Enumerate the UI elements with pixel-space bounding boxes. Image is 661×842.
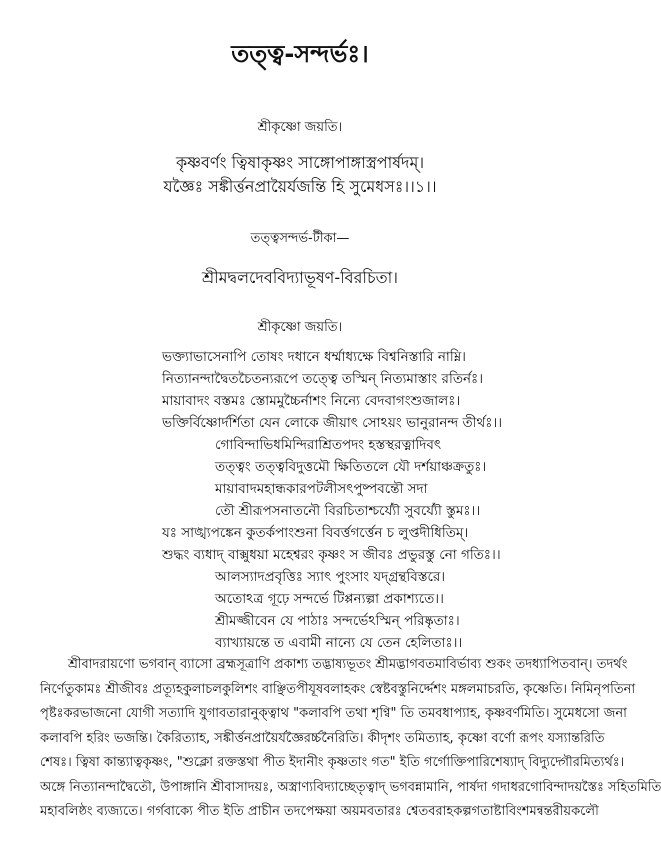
verse-line: শুদ্ধং ব্যধাদ্ বাক্সুধয়া মহেশ্বরং কৃষ্ণং স জীবঃ প্রভুরস্তু নো গতিঃ।। [162, 547, 501, 563]
commentary-line: শ্রীবাদরায়ণো ভগবান্ ব্যাসো ব্রহ্মসূত্রাণি প্রকাশ্য তদ্ভাষ্যভূতং শ্রীমদ্ভাগবতমাবির্ভাব্য শুকং তদধ্যাপিতবান্। তদর্থং [68, 657, 628, 672]
commentary-line: কলাবপি হরিং ভজন্তি। কৈরিত্যাহ, সঙ্কীর্ত্তনপ্রায়ৈর্যজ্ঞৈরর্চ্চনৈরিতি। কীদৃশং তমিত্যাহ, কৃষ্ণো বর্ণো রূপং যস্যান্তরিতি [40, 730, 605, 746]
verse-line: মায়াবাদং বস্তমঃ স্তোমমুচ্চৈর্নাশং নিন্যে বেদবাগংশুজালঃ। [162, 393, 461, 409]
verse-line: ভক্ত্যাভাসেনাপি তোষং দধানে ধর্ম্মাধ্যক্ষে বিশ্বনিস্তারি নাম্নি। [162, 349, 466, 365]
tika-heading: তত্ত্বসন্দর্ভ-টীকা— [250, 231, 350, 246]
verse-line: মায়াবাদমহান্ধকারপটলীসৎপুষ্পবন্তৌ সদা [215, 481, 428, 497]
invocation: শ্রীকৃষ্ণো জয়তি। [257, 320, 343, 335]
verse-line: তৌ শ্রীরূপসনাতনৌ বিরচিতাশ্চর্য্যৌ সুবর্য্যৌ স্তুমঃ।। [215, 503, 481, 519]
commentary-line: পৃষ্টঃকরভাজনো যোগী সত্যাদি যুগাবতারানুক্ত্বাথ "কলাবপি তথা শৃণ্বি" তি তমবধাপ্যাহ, কৃষ্ণবর্ণমিতি। সুমেধসো জনা [40, 706, 627, 721]
verse-line: নিত্যানন্দাদ্বৈতচৈতন্যরূপে তত্ত্বে তস্মিন্ নিত্যমাস্তাং রতির্নঃ। [162, 371, 484, 387]
verse-line: আলস্যাদপ্রবৃত্তিঃ স্যাৎ পুংসাং যদ্গ্রন্থবিস্তরে। [215, 569, 446, 585]
commentary-line: নির্ণেতুকামঃ শ্রীজীবঃ প্রত্যূহকুলাচলকুলিশং বাঞ্ছিতপীযূষবলাহকং স্বেষ্টবস্তুনির্দ্দেশং মঙ্গলমাচরতি, কৃষ্ণেতি। নিমিনৃপতিনা [40, 681, 636, 697]
commentary-line: অঙ্গে নিত্যানন্দাদ্বৈতৌ, উপাঙ্গানি শ্রীবাসাদয়ঃ, অস্ত্রাণ্যবিদ্যাচ্ছেতৃত্বাদ্ ভগবন্নামানি, পার্ষদা গদাধরগোবিন্দাদয়স্তৈঃ সহিতমিতি [40, 779, 661, 795]
verse-line: গোবিন্দাভিধমিন্দিরাশ্রিতপদং হস্তস্থরত্নাদিবৎ [215, 437, 442, 453]
verse-line: ভক্তির্বিষ্ণোর্দর্শিতা যেন লোকে জীয়াৎ সোঽয়ং ভানুরানন্দ তীর্থঃ।। [162, 415, 503, 431]
verse-line: তত্ত্বং তত্ত্ববিদুত্তমৌ ক্ষিতিতলে যৌ দর্শয়াঞ্চক্রতুঃ। [215, 459, 487, 475]
author-line: শ্রীমদ্বলদেববিদ্যাভূষণ-বিরচিতা। [202, 268, 398, 287]
mula-verse-line: কৃষ্ণবর্ণং ত্বিষাকৃষ্ণং সাঙ্গোপাঙ্গাস্ত্রপার্ষদম্। [175, 153, 425, 172]
verse-line: অতোঽত্র গূঢ়ে সন্দর্ভে টিপ্পন্যল্পা প্রকাশ্যতে।। [215, 591, 444, 607]
verse-line: যঃ সাঙ্খ্যপঙ্কেন কুতর্কপাংশুনা বিবর্ত্তগর্ত্তেন চ লুপ্তদীধিতিম্। [162, 525, 469, 541]
mula-verse-line: যজ্ঞৈঃ সঙ্কীর্ত্তনপ্রায়ৈর্যজন্তি হি সুমেধসঃ।।১।। [163, 177, 437, 196]
verse-line: শ্রীমজ্জীবেন যে পাঠাঃ সন্দর্ভেঽস্মিন্ পরিষ্কৃতাঃ। [215, 613, 460, 629]
page-title: তত্ত্ব-সন্দর্ভঃ। [231, 40, 369, 68]
verse-line: ব্যাখ্যায়ন্তে ত এবামী নান্যে যে তেন হেলিতাঃ।। [215, 635, 463, 651]
commentary-line: শেষঃ। ত্বিষা কান্ত্যাত্বকৃষ্ণং, "শুক্লো রক্তস্তথা পীত ইদানীং কৃষ্ণতাং গত" ইতি গর্গোক্তিপারিশেষ্যাদ্ বিদ্যুদ্গৌরমিত্যর্থঃ। [40, 755, 625, 770]
invocation: শ্রীকৃষ্ণো জয়তি। [257, 120, 343, 135]
commentary-line: মহাবলিষ্ঠং ব্যজ্যতে। গর্গবাক্যে পীত ইতি প্রাচীন তদপেক্ষয়া অয়মবতারঃ শ্বেতবরাহকল্পগতাষ্টাবিংশমন্বন্তরীয়কলৌ [40, 804, 599, 819]
